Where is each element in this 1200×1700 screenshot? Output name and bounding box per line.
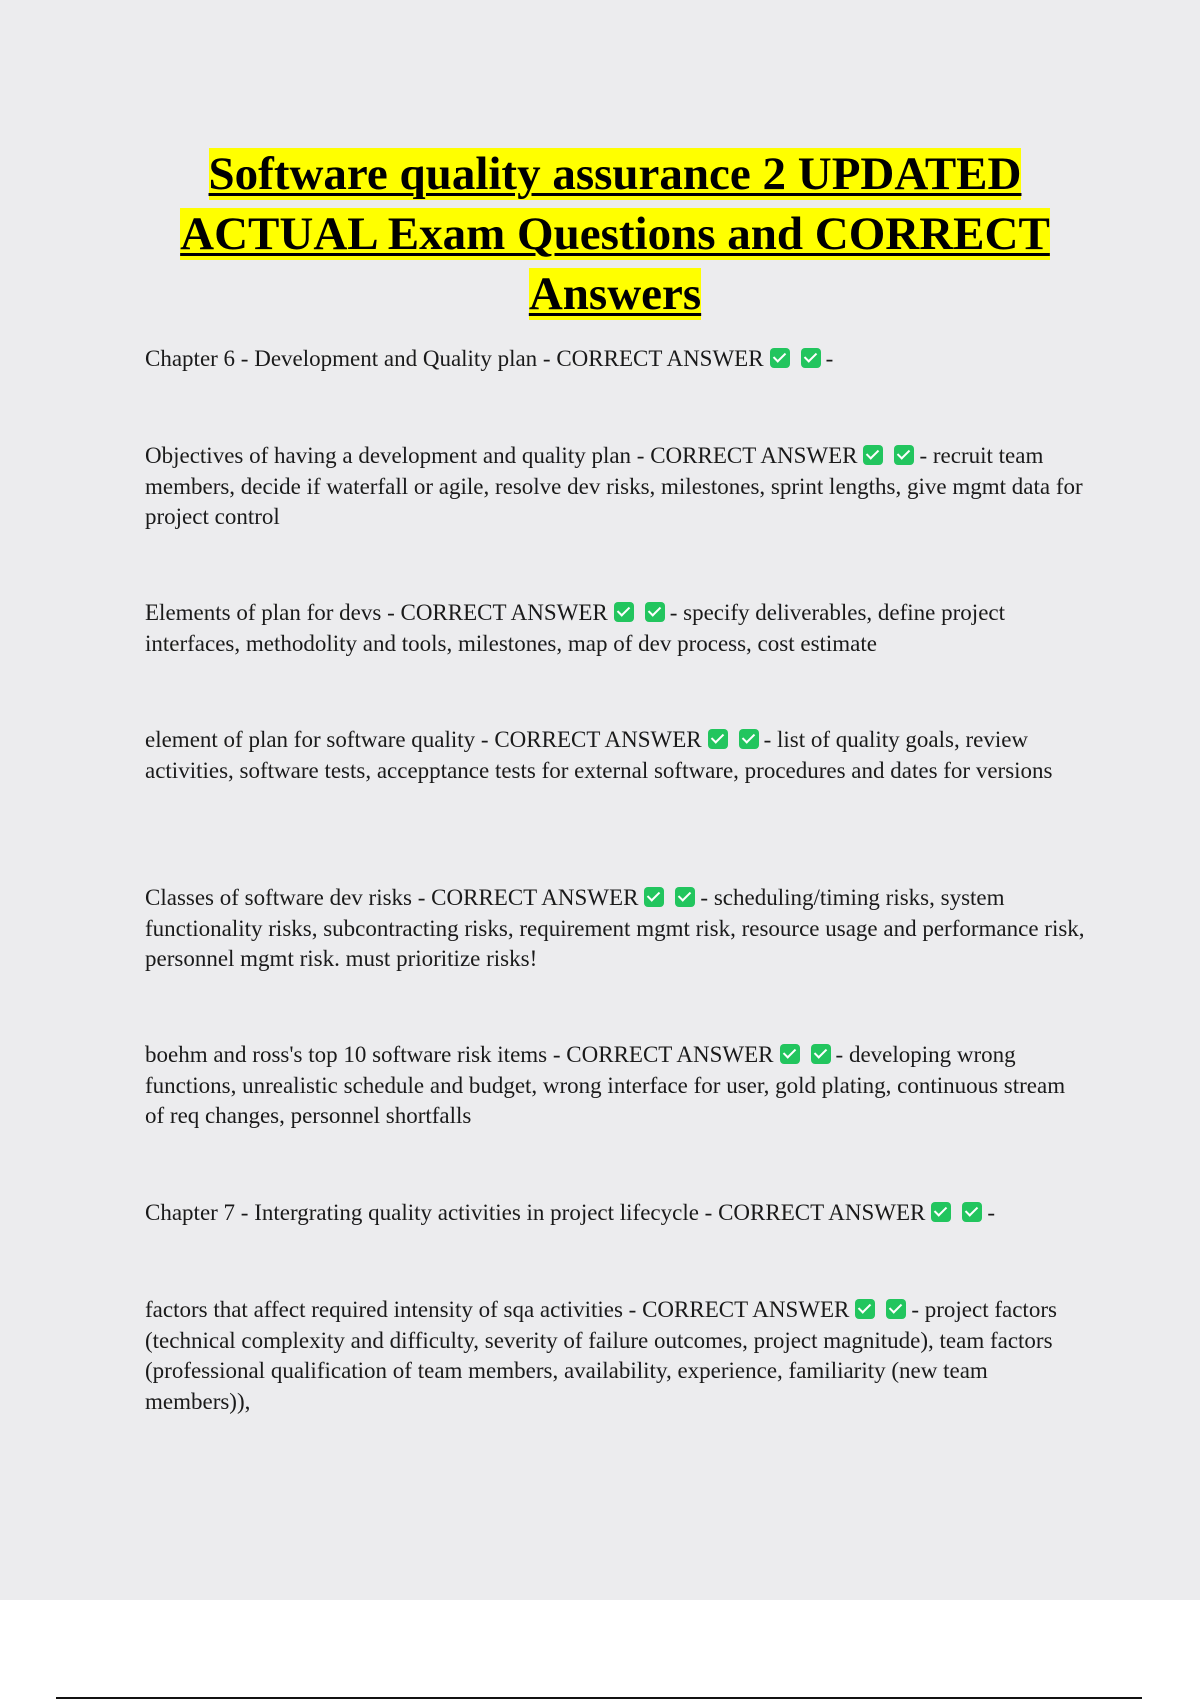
check-mark-icon: [801, 348, 821, 368]
check-mark-icon: [675, 887, 695, 907]
question-text: Objectives of having a development and quality plan - CORRECT ANSWER: [145, 443, 858, 468]
check-mark-icon: [931, 1202, 951, 1222]
question-text: Classes of software dev risks - CORRECT ANSWER: [145, 885, 639, 910]
document-title: [130, 144, 1100, 324]
check-mark-icon: [855, 1299, 875, 1319]
check-mark-icon: [780, 1044, 800, 1064]
qa-entry: [145, 725, 1085, 786]
check-mark-icon: [894, 445, 914, 465]
check-mark-icon: [708, 729, 728, 749]
qa-entry: [145, 1040, 1085, 1132]
page-divider: [56, 1697, 1142, 1699]
question-text: boehm and ross's top 10 software risk items - CORRECT ANSWER: [145, 1042, 774, 1067]
answer-text: -: [987, 1200, 996, 1225]
question-text: Chapter 6 - Development and Quality plan - CORRECT ANSWER: [145, 346, 764, 371]
answer-text: - project factors (technical complexity and difficulty, severity of failure outcomes, project magnitude), team factors (professional qualification of team members, availability, experience, familiarity (new team members)),: [145, 1297, 1057, 1414]
answer-text: - specify deliverables, define project interfaces, methodolity and tools, milestones, map of dev process, cost estimate: [145, 600, 1005, 656]
answer-text: - recruit team members, decide if waterfall or agile, resolve dev risks, milestones, sprint lengths, give mgmt data for project control: [145, 443, 1083, 529]
check-mark-icon: [770, 348, 790, 368]
check-mark-icon: [863, 445, 883, 465]
qa-entry: [145, 883, 1085, 975]
question-text: factors that affect required intensity of sqa activities - CORRECT ANSWER: [145, 1297, 850, 1322]
check-mark-icon: [811, 1044, 831, 1064]
question-text: Elements of plan for devs - CORRECT ANSWER: [145, 600, 608, 625]
question-text: element of plan for software quality - CORRECT ANSWER: [145, 727, 702, 752]
check-mark-icon: [645, 602, 665, 622]
answer-text: - scheduling/timing risks, system functionality risks, subcontracting risks, requirement mgmt risk, resource usage and performance risk, personnel mgmt risk. must prioritize risks!: [145, 885, 1085, 971]
check-mark-icon: [614, 602, 634, 622]
check-mark-icon: [644, 887, 664, 907]
check-mark-icon: [886, 1299, 906, 1319]
answer-text: - developing wrong functions, unrealistic schedule and budget, wrong interface for user, gold plating, continuous stream of req changes, personnel shortfalls: [145, 1042, 1066, 1128]
document-title-text: Software quality assurance 2 UPDATED ACTUAL Exam Questions and CORRECT Answers: [180, 148, 1050, 320]
check-mark-icon: [962, 1202, 982, 1222]
qa-entry: [145, 1198, 1085, 1229]
qa-entry: [145, 1295, 1085, 1417]
check-mark-icon: [739, 729, 759, 749]
answer-text: -: [825, 346, 834, 371]
qa-entry: [145, 441, 1085, 533]
qa-entry: [145, 598, 1085, 659]
answer-text: - list of quality goals, review activities, software tests, accepptance tests for external software, procedures and dates for versions: [145, 727, 1053, 783]
qa-entry: [145, 344, 1085, 375]
question-text: Chapter 7 - Intergrating quality activities in project lifecycle - CORRECT ANSWER: [145, 1200, 926, 1225]
